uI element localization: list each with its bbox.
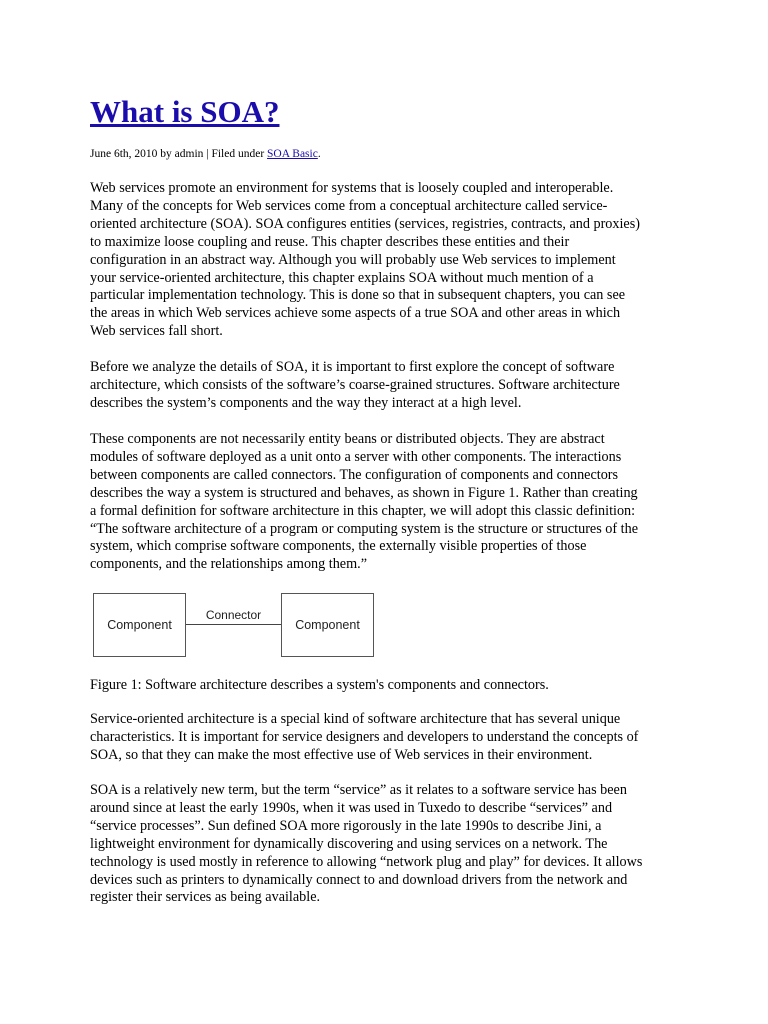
text-line: architecture, which consists of the software’s coarse-grained structures. Software architecture xyxy=(90,376,620,393)
text-line: Many of the concepts for Web services come from a conceptual architecture called service- xyxy=(90,197,608,214)
text-line: SOA is a relatively new term, but the term “service” as it relates to a software service has been xyxy=(90,782,627,798)
text-line: Web services promote an environment for systems that is loosely coupled and interoperable. xyxy=(90,180,614,196)
text-line: “The software architecture of a program or computing system is the structure or structures of the xyxy=(90,520,638,537)
text-line: system, which comprise software components, the externally visible properties of those xyxy=(90,538,587,555)
text-line: configuration in an abstract way. Although you will probably use Web services to implement xyxy=(90,251,616,268)
text-line: components, and the relationships among them.” xyxy=(90,556,367,573)
text-line: a formal definition for software architecture in this chapter, we will adopt this classic definition: xyxy=(90,502,636,519)
post-meta xyxy=(90,146,321,162)
text-line: “service processes”. Sun defined SOA more rigorously in the late 1990s to describe Jini, a xyxy=(90,817,602,834)
text-line: the areas in which Web services achieve some aspects of a true SOA and other areas in which xyxy=(90,305,621,322)
text-line: Before we analyze the details of SOA, it is important to first explore the concept of software xyxy=(90,359,615,375)
text-line: to maximize loose coupling and reuse. This chapter describes these entities and their xyxy=(90,233,570,250)
connector-label: Connector xyxy=(205,608,262,622)
paragraph-soa-history xyxy=(90,782,690,907)
text-line: Web services fall short. xyxy=(90,323,223,340)
text-line: These components are not necessarily entity beans or distributed objects. They are abstract xyxy=(90,431,605,447)
figure-caption: Figure 1: Software architecture describes a system's components and connectors. xyxy=(90,677,549,693)
paragraph-soa-definition xyxy=(90,711,690,765)
architecture-figure xyxy=(90,588,390,662)
text-line: around since at least the early 1990s, when it was used in Tuxedo to describe “services” and xyxy=(90,799,613,816)
text-line: register their services as being available. xyxy=(90,889,321,906)
text-line: characteristics. It is important for service designers and developers to understand the concepts of xyxy=(90,728,639,745)
text-line: describes the system’s components and the way they interact at a high level. xyxy=(90,394,522,411)
connector-line xyxy=(186,624,281,625)
text-line: devices such as printers to dynamically connect to and download drivers from the network and xyxy=(90,871,628,888)
text-line: describes the way a system is structured and behaves, as shown in Figure 1. Rather than creating xyxy=(90,484,638,501)
title-link[interactable]: What is SOA? xyxy=(90,94,280,129)
text-line: Service-oriented architecture is a special kind of software architecture that has several unique xyxy=(90,711,621,727)
component-box-left: Component xyxy=(93,593,186,657)
text-line: SOA, so that they can make the most effective use of Web services in their environment. xyxy=(90,746,593,763)
text-line: oriented architecture (SOA). SOA configures entities (services, registries, contracts, and proxies) xyxy=(90,215,640,232)
paragraph-software-architecture xyxy=(90,359,690,413)
text-line: modules of software deployed as a unit onto a server with other components. The interactions xyxy=(90,448,622,465)
text-line: particular implementation technology. This is done so that in subsequent chapters, you can see xyxy=(90,287,626,304)
text-line: technology is used mostly in reference to allowing “network plug and play” for devices. It allows xyxy=(90,853,643,870)
text-line: between components are called connectors. The configuration of components and connectors xyxy=(90,466,619,483)
category-link[interactable]: SOA Basic xyxy=(267,148,318,160)
paragraph-intro xyxy=(90,180,690,341)
text-line: lightweight environment for dynamically discovering and using services on a network. The xyxy=(90,835,608,852)
paragraph-components xyxy=(90,431,690,574)
meta-suffix: . xyxy=(317,148,321,160)
post-date-author: June 6th, 2010 by admin | Filed under xyxy=(90,148,268,160)
component-box-right: Component xyxy=(281,593,374,657)
page-title xyxy=(90,94,279,130)
text-line: your service-oriented architecture, this chapter explains SOA without much mention of a xyxy=(90,269,594,286)
